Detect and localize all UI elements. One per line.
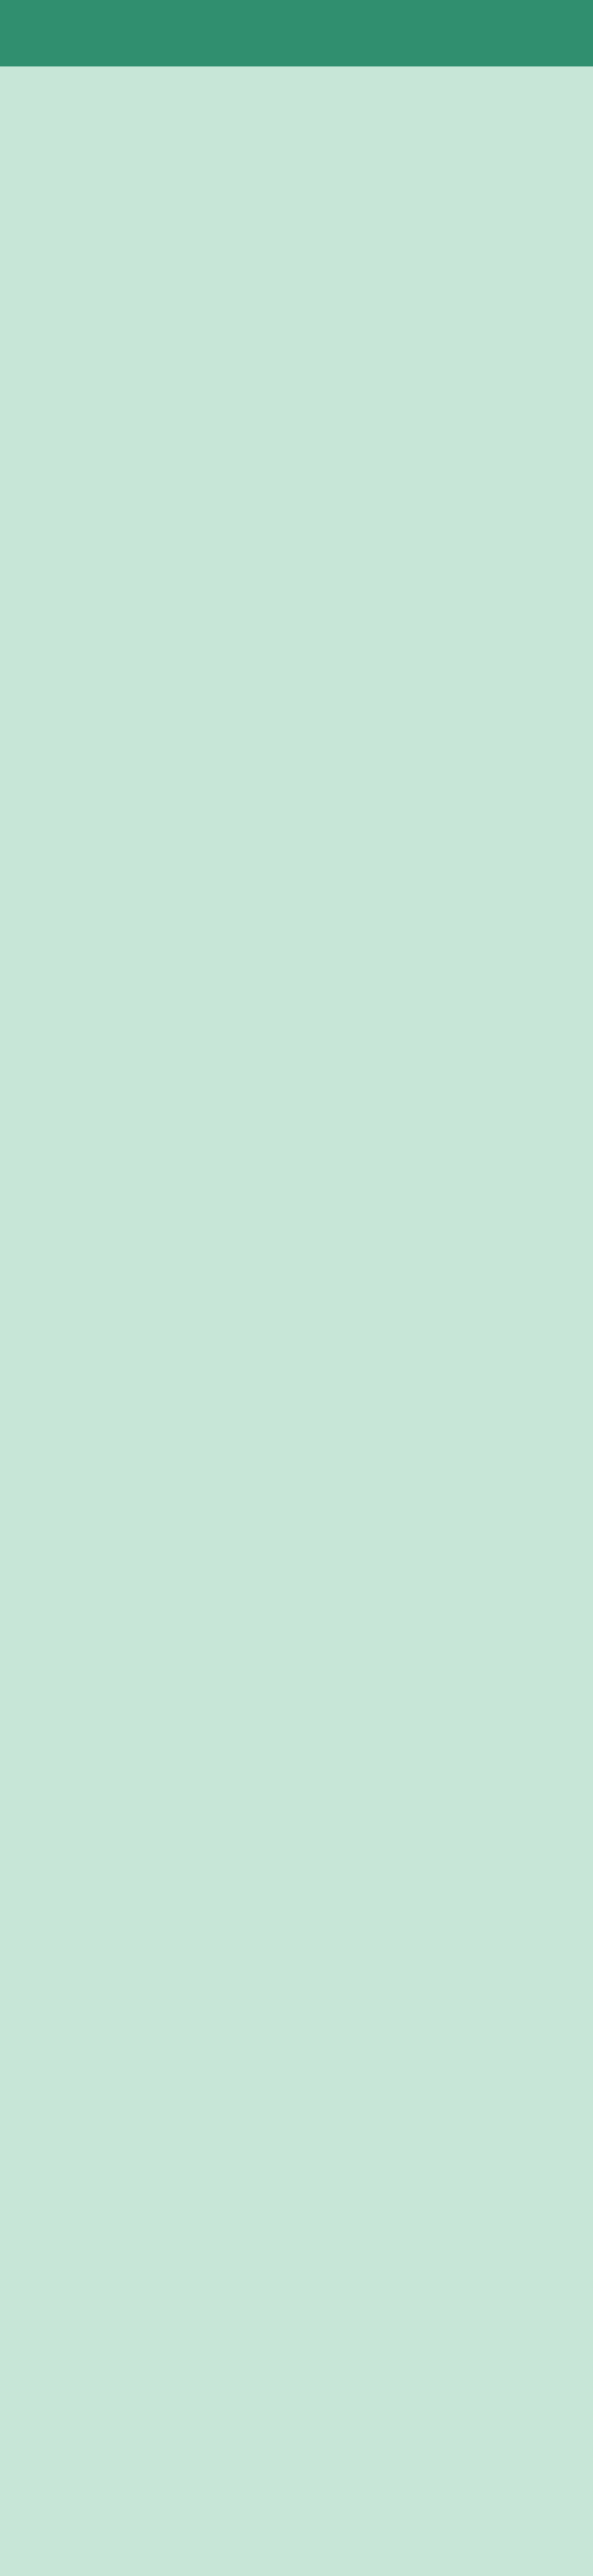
page-title	[0, 0, 593, 66]
